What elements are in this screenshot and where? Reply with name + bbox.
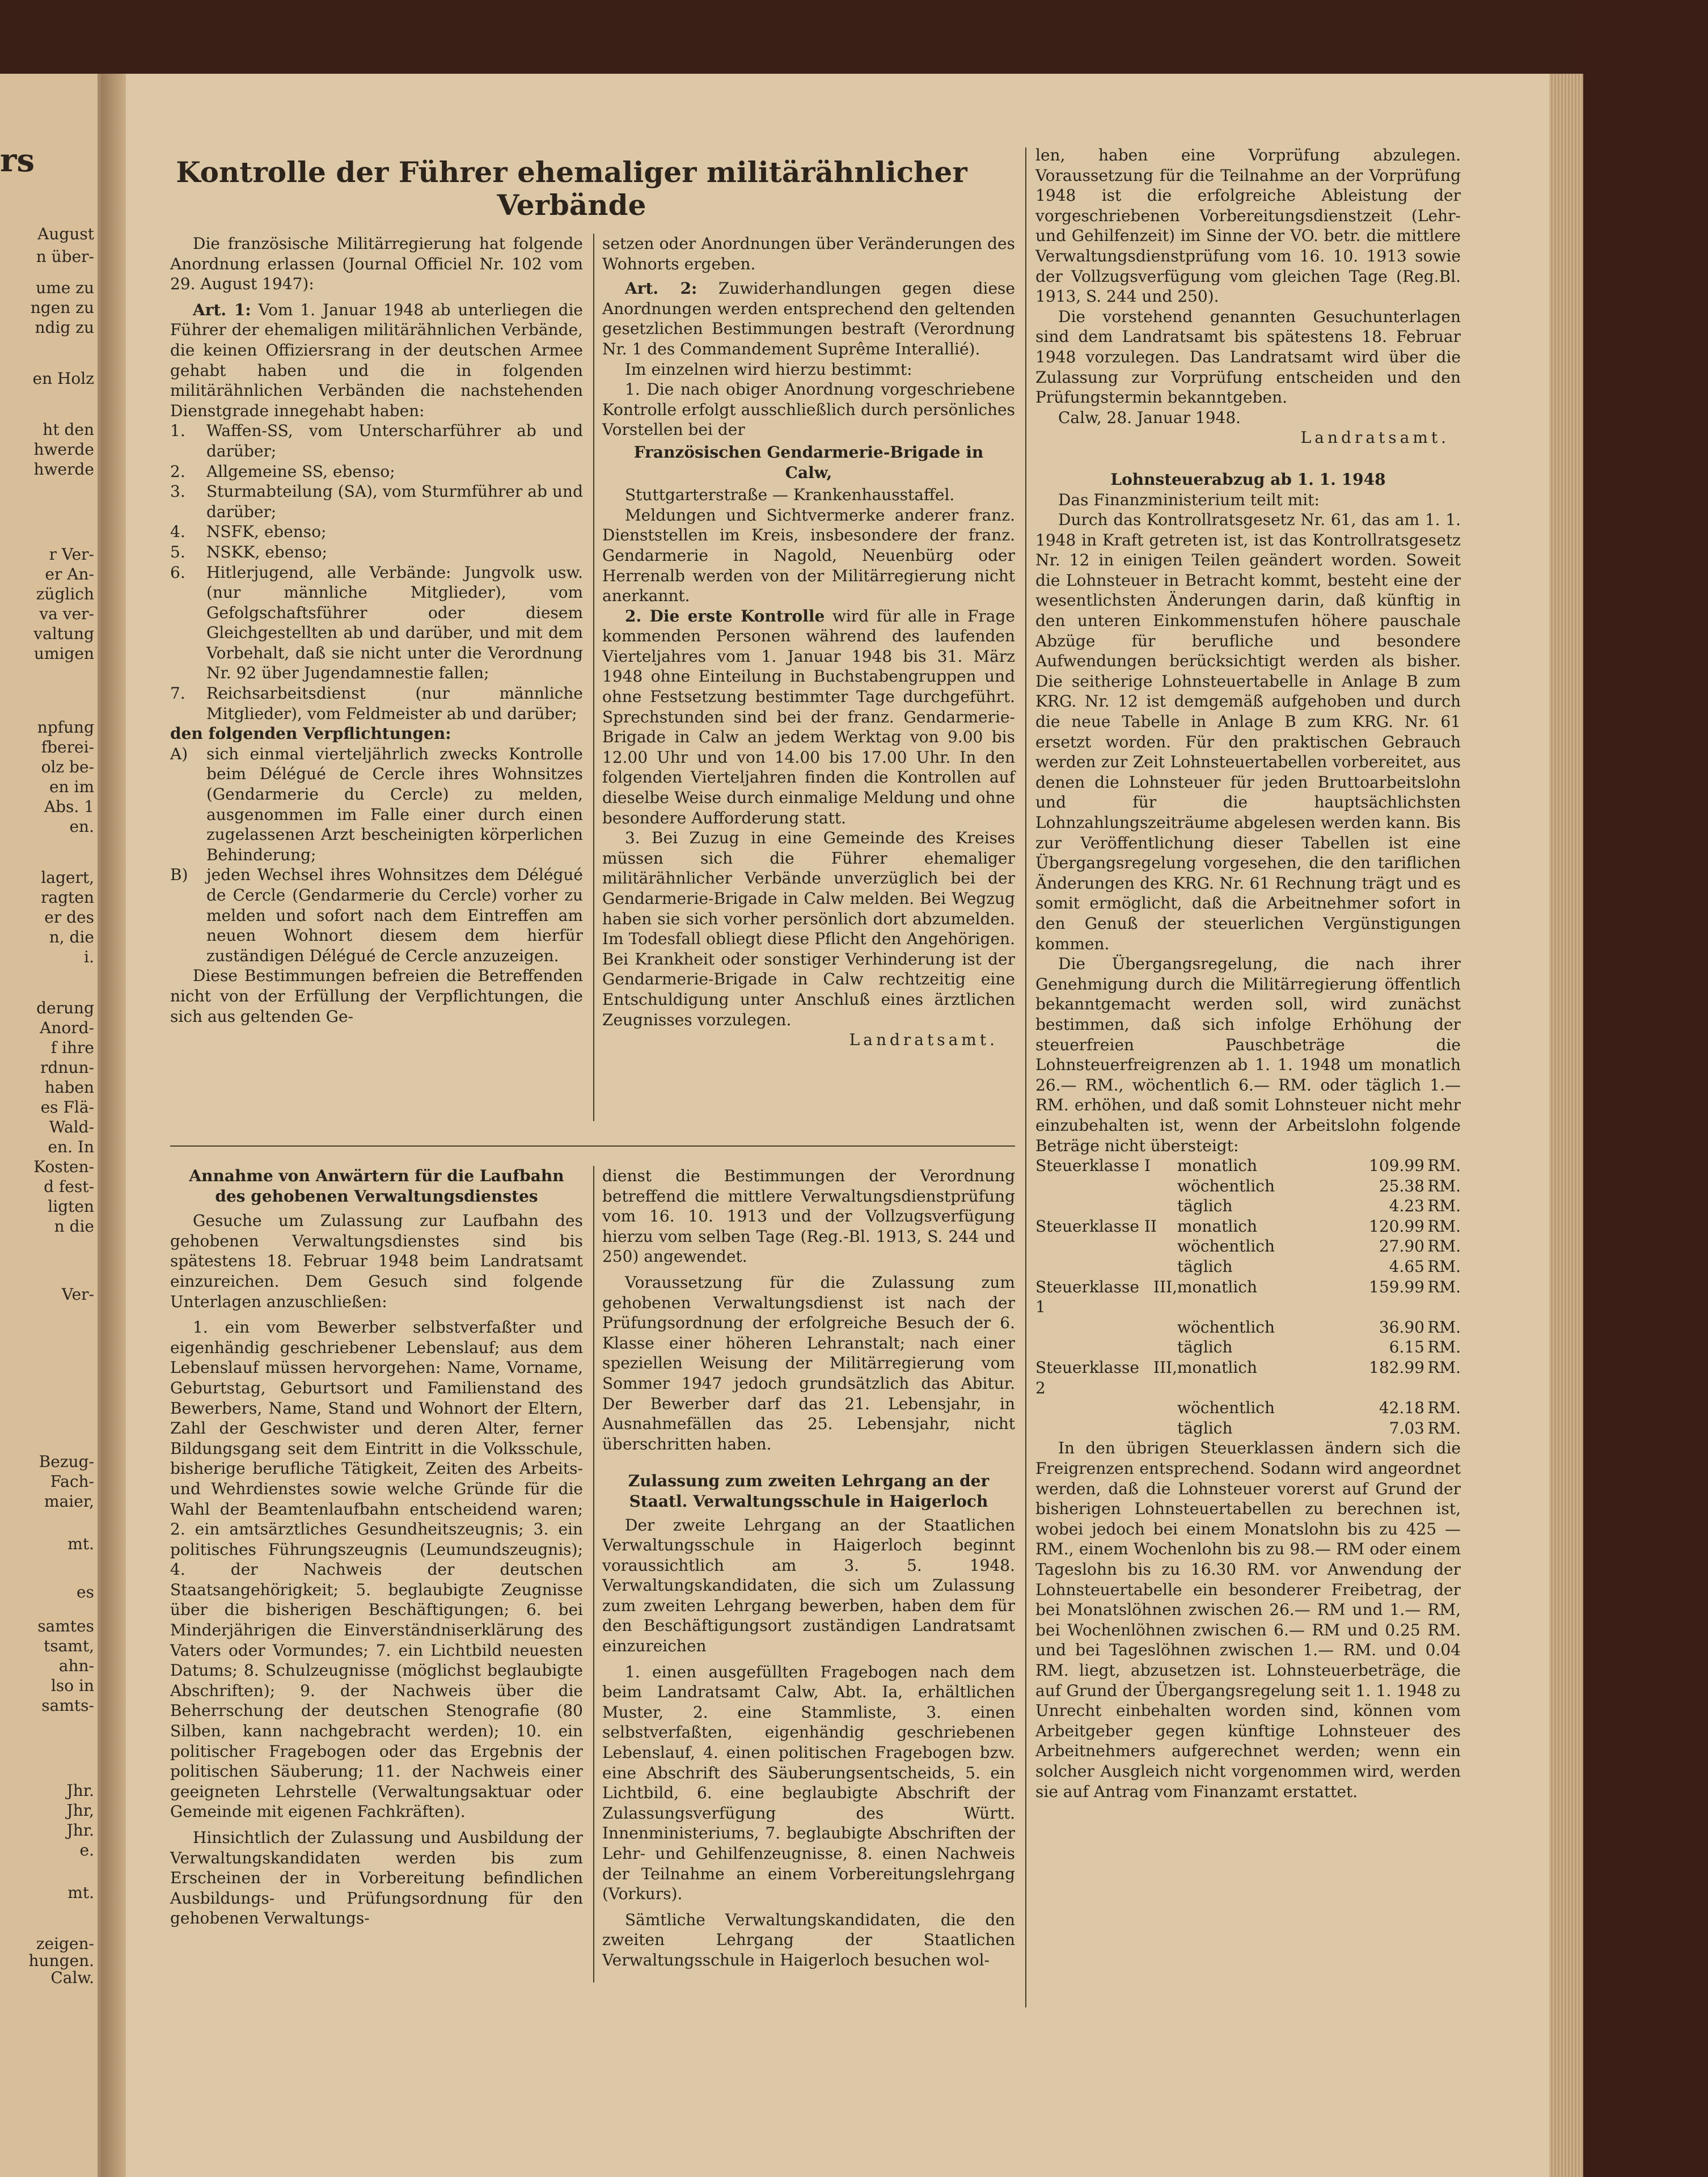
list-item [170,481,583,522]
signature-2: Landratsamt. [1300,428,1449,447]
tax-amount: 27.90 [1379,1237,1424,1256]
col3 [1035,145,1461,1802]
list-item [170,462,583,482]
tax-row [1035,1176,1461,1197]
article1-intro: Die französische Militärregierung hat folgende Anordnung erlassen (Journal Officiel Nr. 102 vom 29. August 1947): [170,234,583,294]
tax-period: täglich [1177,1257,1233,1276]
list-number: 7. [170,684,185,703]
column-rule [593,234,594,1121]
left-page-text-fragment: ahn- [58,1656,94,1675]
left-page-text-fragment: mt. [67,1535,94,1553]
column-rule [593,1166,594,1982]
left-page-text-fragment: Abs. 1 [44,797,94,816]
left-page-text-fragment: Fach- [50,1472,94,1491]
list-item [170,542,583,563]
left-page-text-fragment: n die [54,1217,94,1236]
list-text: NSKK, ebenso; [206,542,328,561]
left-page-text-fragment: ht den [43,420,94,439]
tax-period: täglich [1177,1418,1233,1438]
anwaerter-p2: 1. ein vom Bewerber selbstverfaßter und eigenhändig geschriebener Lebenslauf; aus dem Lebenslauf müssen hervorgehen: Name, Vorname, Geburtstag, Geburtsort und Familienstand des Bewerbers, Name, Stand und Wohnort der Eltern, Zahl der Geschwister und deren Alter, ferner Bildungsgang seit dem Eintritt in die Volksschule, bisherige berufliche Tätigkeit, Zeiten des Arbeits- und Wehrdienstes sowie welche Gründe für die Wahl der Beamtenlaufbahn entscheidend waren; 2. ein amtsärztliches Gesundheitszeugnis; 3. ein politisches Führungszeugnis (Leumundszeugnis); 4. der Nachweis der deutschen Staatsangehörigkeit; 5. beglaubigte Zeugnisse über die bisherigen Beschäftigungen; 6. bei Minderjährigen die Einverständniserklärung des Vaters oder Vormundes; 7. ein Lichtbild neuesten Datums; 8. Schulzeugnisse (möglichst beglaubigte Abschriften); 9. der Nachweis über die Beherrschung der deutschen Stenografie (80 Silben, kann nachgebracht werden); 10. ein politischer Fragebogen oder das Ergebnis der politischen Säuberung; 11. der Nachweis einer geeigneten Lehrstelle (Verwaltungsaktuar oder Gemeinde mit eigenen Fachkräften). [170,1318,583,1821]
left-page-text-fragment: r Ver- [49,545,94,564]
brigade-heading: Französischen Gendarmerie-Brigade in Calw, [633,442,984,482]
tax-class [1035,1317,1177,1338]
tax-class [1035,1337,1177,1358]
left-page-text-fragment: d fest- [44,1177,94,1196]
tax-p2: Durch das Kontrollratsgesetz Nr. 61, das am 1. 1. 1948 in Kraft getreten ist, ist das Kontrollratsgesetz Nr. 12 in einigen Teilen geändert worden. Soweit die Lohnsteuer in Betracht kommt, besteht eine der wesentlichsten Änderungen darin, daß künftig in den unteren Einkommenstufen höhere pauschale Abzüge für berufliche und besondere Aufwendungen berücksichtigt werden als bisher. Die seitherige Lohnsteuertabelle in Anlage B zum KRG. Nr. 12 ist demgemäß aufgehoben und durch die neue Tabelle in Anlage B zum KRG. Nr. 61 ersetzt worden. Für den praktischen Gebrauch werden zur Zeit Lohnsteuertabellen vorbereitet, aus denen die Lohnsteuer für jeden Bruttoarbeitslohn und für die hauptsächlichsten Lohnzahlungszeiträume abgelesen werden kann. Bis zur Veröffentlichung dieser Tabellen ist eine Übergangsregelung vorgesehen, die den tariflichen Änderungen des KRG. Nr. 61 Rechnung trägt und es somit ermöglicht, daß die Arbeitnehmer sofort in den Genuß der steuerlichen Vergünstigungen kommen. [1035,510,1461,953]
tax-period: wöchentlich [1177,1398,1275,1418]
tax-amount: 159.99 [1369,1277,1424,1296]
anwaerter-col1 [170,1166,583,1929]
tax-class [1035,1176,1177,1197]
list-item [170,522,583,542]
tax-title: Lohnsteuerabzug ab 1. 1. 1948 [1110,470,1386,489]
tax-row [1035,1257,1461,1277]
left-page-text-fragment: züglich [36,585,94,603]
left-page-text-fragment: ngen zu [30,298,94,317]
tax-period: monatlich [1177,1358,1258,1377]
tax-unit: RM. [1427,1338,1461,1357]
left-page-text-fragment: derung [36,999,94,1017]
gesuch-text: Die vorstehend genannten Gesuchunterlagen sind dem Landratsamt bis spätestens 18. Februar 1948 vorzulegen. Das Landratsamt wird über die Zulassung zur Vorprüfung entscheiden und den Prüfungstermin bekanntgeben. [1035,307,1461,407]
list-number: A) [170,744,188,763]
list-text: Reichsarbeitsdienst (nur männliche Mitglieder), vom Feldmeister ab und darüber; [206,684,583,723]
article1-closing: Diese Bestimmungen befreien die Betreffenden nicht von der Erfüllung der Verpflichtungen, die sich aus geltenden Ge- [170,966,583,1026]
anwaerter-title: Annahme von Anwärtern für die Laufbahn des gehobenen Verwaltungsdienstes [189,1166,564,1206]
tax-amount: 4.23 [1389,1197,1424,1216]
zulassung-p1: Der zweite Lehrgang an der Staatlichen Verwaltungsschule in Haigerloch beginnt voraussichtlich am 3. 5. 1948. Verwaltungskandidaten, die sich um Zulassung zum zweiten Lehrgang bewerben, haben dem für den Beschäftigungsort zuständigen Landratsamt einzureichen [602,1515,1015,1656]
list-text: sich einmal vierteljährlich zwecks Kontrolle beim Délégué de Cercle ihres Wohnsitzes (Gendarmerie du Cercle) zu melden, ausgenommen im Falle einer durch einen zugelassenen Arzt bescheinigten körperlichen Behinderung; [206,744,583,864]
left-page-text-fragment: hungen. [28,1951,94,1970]
anwaerter-p1: Gesuche um Zulassung zur Laufbahn des gehobenen Verwaltungsdienstes sind bis spätestens 18. Februar 1948 beim Landratsamt einzureichen. Dem Gesuch sind folgende Unterlagen anzuschließen: [170,1211,583,1311]
left-page-text-fragment: lso in [50,1676,94,1695]
para-3: 3. Bei Zuzug in eine Gemeinde des Kreises müssen sich die Führer ehemaliger militärähnlicher Verbände unverzüglich bei der Gendarmerie-Brigade in Calw melden. Bei Wegzug haben sie sich vorher persönlich dort abzumelden. Im Todesfall obliegt diese Pflicht den Angehörigen. Bei Krankheit oder sonstiger Verhinderung ist der Gendarmerie-Brigade in Calw rechtzeitig eine Entschuldigung unter Anschluß eines ärztlichen Zeugnisses vorzulegen. [602,828,1015,1029]
left-page-text-fragment: Ver- [61,1285,94,1304]
left-page-text-fragment: Wald- [49,1118,94,1136]
tax-class [1035,1257,1177,1277]
vorpruefung-text: len, haben eine Vorprüfung abzulegen. Voraussetzung für die Teilnahme an der Vorprüfung 1948 ist die erfolgreiche Ableistung der vorgeschriebenen Vorbereitungsdienstzeit (Lehr- und Gehilfenzeit) im Sinne der VO. betr. die mittlere Verwaltungsdienstprüfung vom 16. 10. 1913 sowie der Vollzugsverfügung vom gleichen Tage (Reg.Bl. 1913, S. 244 und 250). [1035,146,1461,306]
tax-period: monatlich [1177,1277,1258,1296]
tax-period: täglich [1177,1197,1233,1216]
art1-label: Art. 1: [193,300,251,319]
left-page-text-fragment: es [77,1583,94,1601]
left-page-text-fragment: hwerde [33,440,94,459]
left-page-text-fragment: en im [49,777,94,796]
tax-period: wöchentlich [1177,1176,1275,1195]
tax-row [1035,1418,1461,1439]
tax-class: Steuerklasse III, 2 [1035,1358,1177,1397]
para-2 [602,606,1015,828]
left-page-text-fragment: ragten [41,888,94,907]
anwaerter-col2-p2: Voraussetzung für die Zulassung zum gehobenen Verwaltungsdienst ist nach der Prüfungsordnung der erfolgreiche Besuch der 6. Klasse einer höheren Lehranstalt; nach einer speziellen Weisung der Militärregierung vom Sommer 1947 jedoch grundsätzlich das Abitur. Der Bewerber darf das 21. Lebensjahr, in Ausnahmefällen das 25. Lebensjahr, nicht überschritten haben. [602,1273,1015,1453]
tax-amount: 4.65 [1389,1257,1424,1276]
tax-amount: 6.15 [1389,1338,1424,1357]
tax-unit: RM. [1427,1358,1461,1377]
list-item [170,683,583,724]
left-page-text-fragment: va ver- [39,605,94,623]
tax-class [1035,1196,1177,1216]
section-rule [170,1145,1015,1147]
list-number: 1. [170,421,185,441]
list-item [170,865,583,966]
left-page-text-fragment: Calw. [50,1968,94,1987]
left-page-text-fragment: ligten [48,1197,94,1216]
left-page-text-fragment: en Holz [32,369,94,388]
article1-col2 [602,234,1015,1050]
dateline: Calw, 28. Januar 1948. [1058,408,1241,427]
anwaerter-col2 [602,1166,1015,1971]
list-number: 4. [170,522,185,542]
tax-row [1035,1358,1461,1398]
tax-row [1035,1216,1461,1237]
page-edges [1549,74,1583,2177]
left-page-text-fragment: olz be- [41,758,94,776]
left-page-text-fragment: zeigen- [36,1934,94,1953]
article1-art2 [602,278,1015,359]
art2-text: Zuwiderhandlungen gegen diese Anordnungen werden entsprechend den geltenden gesetzlichen Bestimmungen bestraft (Verordnung Nr. 1 des Commandement Suprême Interallié). [602,279,1015,358]
col2-cont: setzen oder Anordnungen über Veränderungen des Wohnorts ergeben. [602,234,1015,273]
tax-p4: In den übrigen Steuerklassen ändern sich die Freigrenzen entsprechend. Sodann wird angeordnet werden, daß die Lohnsteuer vorerst auf Grund der bisherigen Lohnsteuertabellen zu berechnen ist, wobei jedoch bei einem Monatslohn bis zu 425 — RM., einem Wochenlohn bis zu 98.— RM oder einem Tageslohn bis zu 16.30 RM. vor Anwendung der Lohnsteuertabelle ein besonderer Freibetrag, der bei Monatslöhnen zwischen 26.— RM und 1.— RM, bei Wochenlöhnen zwischen 6.— RM und 0.25 RM. und bei Tageslöhnen zwischen 1.— RM. und 0.04 RM. liegt, abzusetzen ist. Lohnsteuerbeträge, die auf Grund der Übergangsregelung seit 1. 1. 1948 zu Unrecht einbehalten worden sind, können vom Arbeitgeber gegen künftige Lohnsteuer des Arbeitnehmers aufgerechnet werden; wenn ein solcher Ausgleich nicht vorgenommen wird, werden sie auf Antrag vom Finanzamt erstattet. [1035,1439,1461,1801]
tax-unit: RM. [1427,1237,1461,1256]
tax-period: wöchentlich [1177,1237,1275,1256]
tax-class [1035,1418,1177,1439]
left-page-text-fragment: Jhr. [66,1821,94,1840]
left-page-text-fragment: npfung [37,718,94,737]
zulassung-title: Zulassung zum zweiten Lehrgang an der Staatl. Verwaltungsschule in Haigerloch [628,1472,990,1511]
article1-col1 [170,234,583,1026]
tax-p1: Das Finanzministerium teilt mit: [1058,490,1320,509]
anwaerter-col2-p1: dienst die Bestimmungen der Verordnung betreffend die mittlere Verwaltungsdienstprüfung vom 16. 10. 1913 und der Vollzugsverfügung hierzu vom selben Tage (Reg.-Bl. 1913, S. 244 und 250) angewendet. [602,1166,1015,1266]
tax-amount: 7.03 [1389,1418,1424,1438]
book-spine [1583,0,1708,2177]
tax-amount: 182.99 [1369,1358,1424,1377]
left-page-text-fragment: n, die [49,928,94,946]
left-page-text-fragment: er des [44,908,94,927]
list-number: 3. [170,482,185,501]
meldungen: Meldungen und Sichtvermerke anderer franz. Dienststellen im Kreis, insbesondere der franz. Gendarmerie in Nagold, Neuenbürg oder Herrenalb werden von der Militärregierung nicht anerkannt. [602,505,1015,606]
tax-row [1035,1398,1461,1418]
tax-p3: Die Übergangsregelung, die nach ihrer Genehmigung durch die Militärregierung öffentlich bekanntgemacht werden soll, wird zunächst bestimmen, daß sich infolge Erhöhung der steuerfreien Pauschbeträge die Lohnsteuerfreigrenzen ab 1. 1. 1948 um monatlich 26.— RM., wöchentlich 6.— RM. oder täglich 1.— RM. erhöhen, und daß somit Lohnsteuer nicht mehr einzubehalten ist, wenn der Arbeitslohn folgende Beträge nicht übersteigt: [1035,954,1461,1155]
para-2-text: wird für alle in Frage kommenden Personen während des laufenden Vierteljahres vom 1. Januar 1948 bis 31. März 1948 ohne Einteilung in Buchstabengruppen und ohne Festsetzung bestimmter Tage durchgeführt. Sprechstunden sind bei der franz. Gendarmerie-Brigade in Calw an jedem Werktag von 9.00 bis 12.00 Uhr und von 14.00 bis 17.00 Uhr. In den folgenden Vierteljahren finden die Kontrollen auf dieselbe Weise durch einmalige Meldung und ohne besondere Aufforderung statt. [602,606,1015,827]
left-page-text-fragment: tsamt, [43,1637,94,1655]
im-einzelnen: Im einzelnen wird hierzu bestimmt: [625,360,912,379]
tax-table [1035,1156,1461,1438]
tax-class [1035,1236,1177,1257]
tax-unit: RM. [1427,1277,1461,1296]
tax-period: wöchentlich [1177,1317,1275,1337]
left-page-text-fragment: umigen [33,644,94,663]
anwaerter-p3: Hinsichtlich der Zulassung und Ausbildung der Verwaltungskandidaten werden bis zum Erscheinen der in Vorbereitung befindlichen Ausbildungs- und Prüfungsordnung für den gehobenen Verwaltungs- [170,1828,583,1928]
left-page-text-fragment: n über- [36,247,94,266]
tax-class: Steuerklasse II [1035,1216,1157,1236]
left-page-text-fragment: samts- [41,1696,94,1715]
binding-gutter [101,74,126,2177]
list-text: NSFK, ebenso; [206,522,327,542]
tax-amount: 36.90 [1379,1317,1424,1337]
left-page-text-fragment: valtung [33,624,94,643]
left-page-text-fragment: samtes [37,1617,94,1635]
tax-period: täglich [1177,1338,1233,1357]
obligations-list [170,744,583,966]
para-2-label: 2. Die erste Kontrolle [625,606,825,625]
tax-amount: 42.18 [1379,1398,1424,1418]
left-page-text-fragment: ume zu [36,278,94,297]
left-page-text-fragment: Jhr, [66,1801,94,1820]
tax-amount: 25.38 [1379,1176,1424,1195]
list-number: 2. [170,462,185,481]
zulassung-p3: Sämtliche Verwaltungskandidaten, die den zweiten Lehrgang der Staatlichen Verwaltungsschule in Haigerloch besuchen wol- [602,1910,1015,1969]
tax-unit: RM. [1427,1418,1461,1438]
left-page-text-fragment: es Flä- [40,1098,94,1117]
column-rule [1025,147,1026,2007]
left-page-fragment [0,74,101,2177]
tax-row [1035,1196,1461,1216]
headline: Kontrolle der Führer ehemaliger militärähnlicher Verbände [176,155,967,222]
tax-unit: RM. [1427,1197,1461,1216]
tax-unit: RM. [1427,1257,1461,1276]
list-number: 5. [170,542,185,561]
left-page-text-fragment: haben [44,1078,94,1097]
zulassung-p2: 1. einen ausgefüllten Fragebogen nach dem beim Landratsamt Calw, Abt. Ia, erhältlichen Muster, 2. eine Stammliste, 3. einen selbstverfaßten, eigenhändig geschriebenen Lebenslauf, 4. einen politischen Fragebogen bzw. eine Abschrift des Säuberungsentscheids, 5. ein Lichtbild, 6. eine beglaubigte Abschrift der Zulassungsverfügung des Württ. Innenministeriums, 7. beglaubigte Abschriften der Lehr- und Gehilfenzeugnisse, 8. einen Nachweis der Teilnahme an einem Vorbereitungslehrgang (Vorkurs). [602,1662,1015,1904]
left-page-text-fragment: ndig zu [35,318,94,337]
tax-period: monatlich [1177,1216,1258,1236]
dienstgrade-list [170,421,583,724]
signature-1: Landratsamt. [849,1030,998,1050]
street-line: Stuttgarterstraße — Krankenhausstaffel. [625,485,955,505]
list-text: Allgemeine SS, ebenso; [206,462,395,481]
left-page-text-fragment: August [37,225,94,243]
tax-unit: RM. [1427,1398,1461,1418]
tax-row [1035,1236,1461,1257]
art1-text: Vom 1. Januar 1948 ab unterliegen die Führer der ehemaligen militärähnlichen Verbände, die keinen Offiziersrang in der deutschen Armee gehabt haben und die in folgenden militärähnlichen Verbänden die nachstehenden Dienstgrade innegehabt haben: [170,300,583,420]
list-text: Sturmabteilung (SA), vom Sturmführer ab und darüber; [206,482,583,521]
list-text: Hitlerjugend, alle Verbände: Jungvolk usw. (nur männliche Mitglieder), vom Gefolgschaftsführer oder diesem Gleichgestellten ab und darüber, und mit dem Vorbehalt, daß sie nicht unter die Verordnung Nr. 92 über Jugendamnestie fallen; [206,563,583,683]
left-page-text-fragment: en. [69,817,94,836]
tax-class: Steuerklasse III, 1 [1035,1277,1177,1317]
tax-unit: RM. [1427,1317,1461,1337]
tax-unit: RM. [1427,1156,1461,1176]
left-page-text-fragment: i. [84,948,94,966]
tax-unit: RM. [1427,1216,1461,1236]
left-page-text-fragment: maier, [44,1492,94,1511]
list-item [170,744,583,865]
left-page-text-fragment: Anord- [40,1018,94,1037]
art2-label: Art. 2: [625,279,697,298]
left-page-text-fragment: hwerde [33,460,94,479]
obligations-label: den folgenden Verpflichtungen: [170,724,451,743]
left-page-text-fragment: mt. [67,1883,94,1902]
tax-unit: RM. [1427,1176,1461,1195]
left-page-text-fragment: er An- [45,565,94,584]
left-page-text-fragment: lagert, [41,868,94,887]
tax-amount: 109.99 [1369,1156,1424,1176]
tax-row [1035,1156,1461,1176]
para-1: 1. Die nach obiger Anordnung vorgeschriebene Kontrolle erfolgt ausschließlich durch persönliches Vorstellen bei der [602,380,1015,439]
left-page-text-fragment: Bezug- [39,1452,94,1471]
tax-period: monatlich [1177,1156,1258,1176]
article1-art1 [170,300,583,421]
left-page-text-fragment: rs [0,142,35,179]
tax-amount: 120.99 [1369,1216,1424,1236]
tax-class [1035,1398,1177,1418]
left-page-text-fragment: f ihre [50,1038,94,1057]
tax-row [1035,1337,1461,1358]
list-item [170,421,583,461]
list-item [170,563,583,684]
left-page-text-fragment: rdnun- [40,1058,94,1077]
left-page-text-fragment: Kosten- [33,1157,94,1176]
tax-row [1035,1277,1461,1317]
left-page-text-fragment: fberei- [41,738,94,756]
list-number: 6. [170,563,185,582]
left-page-text-fragment: e. [79,1841,94,1859]
list-text: jeden Wechsel ihres Wohnsitzes dem Délégué de Cercle (Gendarmerie du Cercle) vorher zu melden und sofort nach dem Eintreffen am neuen Wohnort diesem dem hierfür zuständigen Délégué de Cercle anzuzeigen. [206,865,583,965]
tax-class: Steuerklasse I [1035,1156,1151,1176]
list-text: Waffen-SS, vom Unterscharführer ab und darüber; [206,421,583,460]
tax-row [1035,1317,1461,1338]
list-number: B) [170,865,188,885]
left-page-text-fragment: en. In [48,1138,94,1156]
left-page-text-fragment: Jhr. [66,1781,94,1800]
